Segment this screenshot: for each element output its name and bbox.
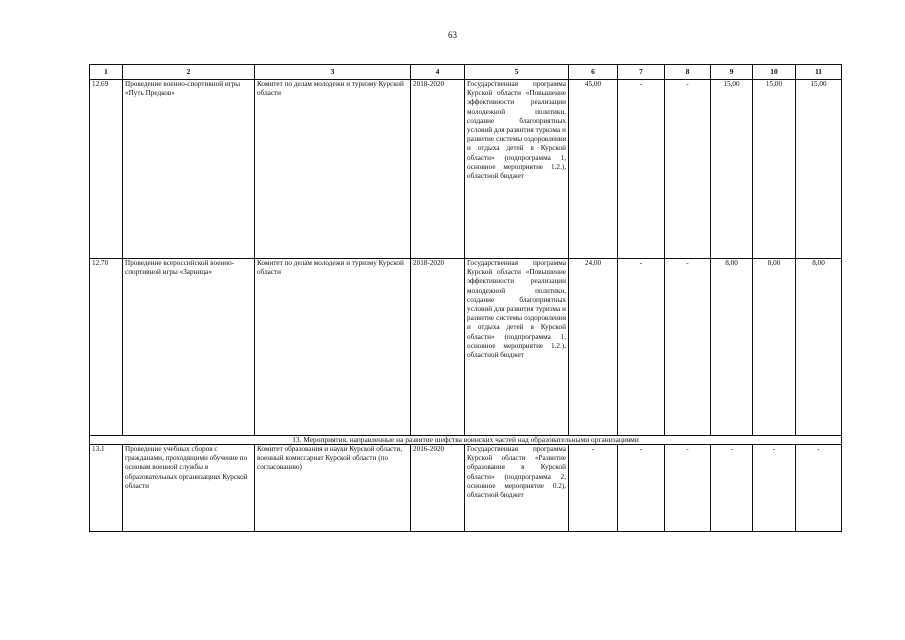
header-cell: 4	[411, 65, 465, 80]
value-cell: -	[665, 259, 711, 436]
header-cell: 3	[255, 65, 411, 80]
value-cell: 15,00	[753, 80, 796, 259]
event-name: Проведение военно-спортивной игры «Путь Предков»	[123, 80, 255, 259]
value-cell: 24,00	[569, 259, 618, 436]
funding-source: Государственная программа Курской области «Повышение эффективности реализации молодежной политики, создание благоприятных условий для развития туризма и развитие системы оздоровления и отдыха детей в Курской области» (подпрограмма 1, основное мероприятие 1.2.), областной бюджет	[465, 80, 569, 259]
value-cell: -	[711, 445, 753, 532]
header-cell: 7	[618, 65, 665, 80]
event-name: Проведение учебных сборов с гражданами, проходящими обучение по основам военной службы в образовательных организациях Курской области	[123, 445, 255, 532]
section-title: 13. Мероприятия, направленные на развитие шефства воинских частей над образовательными организациями	[90, 436, 842, 445]
page-number: 63	[448, 30, 457, 40]
value-cell: 8,00	[711, 259, 753, 436]
executor: Комитет по делам молодежи и туризму Курской области	[255, 80, 411, 259]
value-cell: 8,00	[753, 259, 796, 436]
value-cell: -	[618, 445, 665, 532]
row-number: 12.70	[90, 259, 123, 436]
value-cell: -	[753, 445, 796, 532]
period: 2018-2020	[411, 259, 465, 436]
events-table	[89, 64, 842, 532]
row-number: 12.69	[90, 80, 123, 259]
table-row	[90, 80, 842, 259]
header-cell: 6	[569, 65, 618, 80]
value-cell: 45,00	[569, 80, 618, 259]
header-cell: 9	[711, 65, 753, 80]
value-cell: 15,00	[796, 80, 842, 259]
header-cell: 8	[665, 65, 711, 80]
period: 2016-2020	[411, 445, 465, 532]
event-name: Проведение всероссийской военно-спортивной игры «Зарница»	[123, 259, 255, 436]
header-cell: 10	[753, 65, 796, 80]
executor: Комитет образования и науки Курской области, военный комиссариат Курской области (по согласованию)	[255, 445, 411, 532]
table-row	[90, 445, 842, 532]
funding-source: Государственная программа Курской области «Развитие образования в Курской области» (подпрограмма 2, основное мероприятие 0.2), областной бюджет	[465, 445, 569, 532]
value-cell: 15,00	[711, 80, 753, 259]
funding-source: Государственная программа Курской области «Повышение эффективности реализации молодежной политики, создание благоприятных условий для развития туризма и развитие системы оздоровления и отдыха детей в Курской области» (подпрограмма 1, основное мероприятие 1.2.), областной бюджет	[465, 259, 569, 436]
value-cell: -	[665, 80, 711, 259]
period: 2018-2020	[411, 80, 465, 259]
header-cell: 2	[123, 65, 255, 80]
row-number: 13.1	[90, 445, 123, 532]
value-cell: -	[618, 259, 665, 436]
value-cell: -	[665, 445, 711, 532]
header-cell: 11	[796, 65, 842, 80]
value-cell: -	[618, 80, 665, 259]
header-cell: 5	[465, 65, 569, 80]
executor: Комитет по делам молодежи и туризму Курской области	[255, 259, 411, 436]
value-cell: -	[796, 445, 842, 532]
section-row	[90, 436, 842, 445]
table-row	[90, 259, 842, 436]
header-cell: 1	[90, 65, 123, 80]
value-cell: -	[569, 445, 618, 532]
header-row	[90, 65, 842, 80]
value-cell: 8,00	[796, 259, 842, 436]
